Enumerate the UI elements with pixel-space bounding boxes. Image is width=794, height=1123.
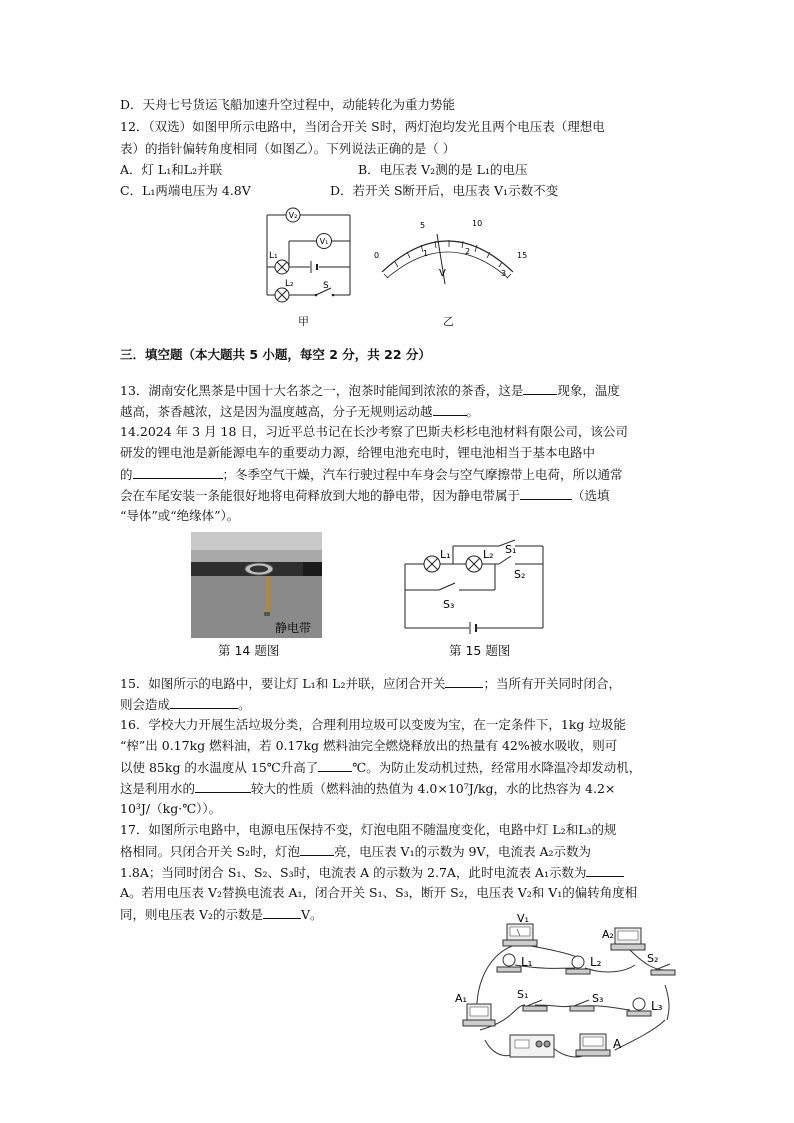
q12-option-b: B．电压表 V₂测的是 L₁的电压 xyxy=(358,162,528,177)
l1-label: L₁ xyxy=(269,251,278,261)
v2-label: V₂ xyxy=(288,211,298,220)
dial-label-1: 1 xyxy=(423,249,429,258)
q14-blank-1[interactable] xyxy=(133,464,223,479)
figure-15-caption: 第 15 题图 xyxy=(449,643,511,658)
q17-text-e1: 同，则电压表 V₂的示数是 xyxy=(120,907,264,922)
figure-17-circuit xyxy=(455,910,685,1070)
q13-line2 xyxy=(120,401,479,422)
l3-bulb-icon xyxy=(627,998,651,1016)
figure-12-circuit-jia xyxy=(253,205,363,305)
v1-meter-icon xyxy=(503,924,537,946)
fig17-s1: S₁ xyxy=(517,988,529,1001)
q15-text-a1: 15．如图所示的电路中，要让灯 L₁和 L₂并联，应闭合开关 xyxy=(120,676,446,691)
q12-stem-line2: 表）的指针偏转角度相同（如图乙）。下列说法正确的是（ ） xyxy=(120,141,456,156)
q12-stem-line1: 12．（双选）如图甲所示电路中，当闭合开关 S时，两灯泡均发光且两个电压表（理想电 xyxy=(120,119,605,134)
q11-option-d: D．天舟七号货运飞船加速升空过程中，动能转化为重力势能 xyxy=(120,97,456,112)
dial-label-5: 5 xyxy=(420,221,426,230)
q17-blank-1[interactable] xyxy=(300,841,334,856)
fig15-l2-label: L₂ xyxy=(483,548,494,561)
fig17-l2: L₂ xyxy=(590,955,602,969)
q16-text-c2: ℃。为防止发动机过热，经常用水降温冷却发动机， xyxy=(352,760,642,775)
q17-blank-3[interactable] xyxy=(263,904,301,919)
q17-line1: 17．如图所示电路中，电源电压保持不变，灯泡电阻不随温度变化，电路中灯 L₂和L₃的规 xyxy=(120,822,617,837)
q17-text-c1: 1.8A；当同时闭合 S₁、S₂、S₃时，电流表 A 的示数为 2.7A，此时电流表 A₁示数为 xyxy=(120,865,587,880)
figure-14-caption: 第 14 题图 xyxy=(218,643,280,658)
dial-label-15: 15 xyxy=(517,251,528,260)
a1-meter-icon xyxy=(463,1004,495,1026)
q17-text-b: 格相同。只闭合开关 S₂时，灯泡 xyxy=(120,844,301,859)
q14-blank-2[interactable] xyxy=(520,485,572,500)
q15-text-a2: ；当所有开关同时闭合， xyxy=(483,676,621,691)
l1-bulb-icon xyxy=(497,954,521,972)
q15-blank-1[interactable] xyxy=(445,673,483,688)
fig17-l1: L₁ xyxy=(521,955,533,969)
q12-option-d: D．若开关 S断开后，电压表 V₁示数不变 xyxy=(330,183,559,198)
dial-label-2: 2 xyxy=(465,247,471,256)
figure-15-circuit xyxy=(403,538,548,638)
fig17-s2: S₂ xyxy=(647,952,659,965)
a-meter-icon xyxy=(576,1034,610,1056)
fig15-l1-label: L₁ xyxy=(440,548,451,561)
l2-bulb-icon xyxy=(566,956,590,974)
q17-line2 xyxy=(120,841,591,862)
q14-text-c2: ；冬季空气干燥，汽车行驶过程中车身会与空气摩擦带上电荷，所以通常 xyxy=(222,467,623,482)
q13-text-d: 。 xyxy=(466,404,480,419)
fig17-v1: V₁ xyxy=(517,912,529,925)
q12-option-a: A．灯 L₁和L₂并联 xyxy=(120,162,223,177)
power-supply-icon xyxy=(510,1035,554,1057)
dial-label-3: 3 xyxy=(501,269,507,278)
figure-14-photo xyxy=(191,532,322,638)
figure-label-jia: 甲 xyxy=(298,315,309,328)
q17-text-b2: 亮，电压表 V₁的示数为 9V，电流表 A₂示数为 xyxy=(334,844,592,859)
q14-text-d2: （选填 xyxy=(572,488,610,503)
q16-line1: 16．学校大力开展生活垃圾分类，合理利用垃圾可以变废为宝，在一定条件下，1kg 垃圾能 xyxy=(120,717,626,732)
q16-line2: “榨”出 0.17kg 燃料油，若 0.17kg 燃料油完全燃烧释放出的热量有 42%被水吸收，则可 xyxy=(120,738,618,753)
q16-text-d2: 较大的性质（燃料油的热值为 4.0×10⁷J/kg，水的比热容为 4.2× xyxy=(251,781,616,796)
section-3-heading: 三．填空题（本大题共 5 小题，每空 2 分，共 22 分） xyxy=(120,347,431,362)
q16-text-d1: 这是利用水的 xyxy=(120,781,196,796)
fig15-s2-label: S₂ xyxy=(514,568,526,581)
q15-line1 xyxy=(120,673,621,694)
q17-line5 xyxy=(120,904,323,925)
switch-s-label: S xyxy=(323,281,329,291)
q15-blank-2[interactable] xyxy=(170,694,238,709)
q13-text-b: 现象，温度 xyxy=(557,383,620,398)
a2-meter-icon xyxy=(611,928,645,950)
q17-text-e2: V。 xyxy=(301,907,323,922)
q15-text-b1: 则会造成 xyxy=(120,697,171,712)
q16-line3 xyxy=(120,757,641,778)
v1-label: V₁ xyxy=(319,237,329,246)
q16-blank-2[interactable] xyxy=(195,778,251,793)
s1-switch-icon xyxy=(523,1000,547,1011)
fig17-l3: L₃ xyxy=(651,999,663,1013)
figure-12-voltmeter-yi xyxy=(365,212,535,322)
l2-label: L₂ xyxy=(285,279,294,289)
q16-line4 xyxy=(120,778,615,799)
q16-line5: 10³J/（kg·℃））。 xyxy=(120,801,222,816)
q15-line2 xyxy=(120,694,251,715)
figure-label-yi: 乙 xyxy=(443,315,454,328)
q12-option-c: C．L₁两端电压为 4.8V xyxy=(120,183,251,198)
q16-blank-1[interactable] xyxy=(318,757,352,772)
q14-line5: “导体”或“绝缘体”）。 xyxy=(120,508,240,523)
q13-blank-2[interactable] xyxy=(433,401,467,416)
q14-line3 xyxy=(120,464,623,485)
q14-line1: 14.2024 年 3 月 18 日，习近平总书记在长沙考察了巴斯夫杉杉电池材料有限公司，该公司 xyxy=(120,424,628,439)
s2-switch-icon xyxy=(651,964,675,975)
q17-line3 xyxy=(120,862,624,883)
q17-blank-2[interactable] xyxy=(586,862,624,877)
q15-text-b2: 。 xyxy=(238,697,251,712)
fig17-a: A xyxy=(613,1037,622,1051)
dial-label-0: 0 xyxy=(374,251,380,260)
fig15-s3-label: S₃ xyxy=(443,598,455,611)
q16-text-c1: 以使 85kg 的水温度从 15℃升高了 xyxy=(120,760,319,775)
dial-label-10: 10 xyxy=(472,219,483,228)
fig17-s3: S₃ xyxy=(592,992,604,1005)
q13-text-c: 越高，茶香越浓，这是因为温度越高，分子无规则运动越 xyxy=(120,404,433,419)
q14-line2: 研发的锂电池是新能源电车的重要动力源，给锂电池充电时，锂电池相当于基本电路中 xyxy=(120,445,596,460)
q14-text-c1: 的 xyxy=(120,467,133,482)
q13-text-a: 13．湖南安化黑茶是中国十大名茶之一，泡茶时能闻到浓浓的茶香，这是 xyxy=(120,383,524,398)
fig17-a1: A₁ xyxy=(455,992,467,1005)
q13-line1 xyxy=(120,380,620,401)
dial-unit-v: V xyxy=(439,268,446,279)
photo-label-static-strap: 静电带 xyxy=(275,621,312,635)
s3-switch-icon xyxy=(570,1000,594,1011)
q14-line4 xyxy=(120,485,610,506)
q14-text-d1: 会在车尾安装一条能很好地将电荷释放到大地的静电带，因为静电带属于 xyxy=(120,488,521,503)
fig15-s1-label: S₁ xyxy=(505,543,517,556)
q13-blank-1[interactable] xyxy=(523,380,557,395)
fig17-a2: A₂ xyxy=(602,928,614,941)
q17-line4: A。若用电压表 V₂替换电流表 A₁，闭合开关 S₁、S₃，断开 S₂，电压表 V₂和 V₁的偏转角度相 xyxy=(120,885,638,900)
